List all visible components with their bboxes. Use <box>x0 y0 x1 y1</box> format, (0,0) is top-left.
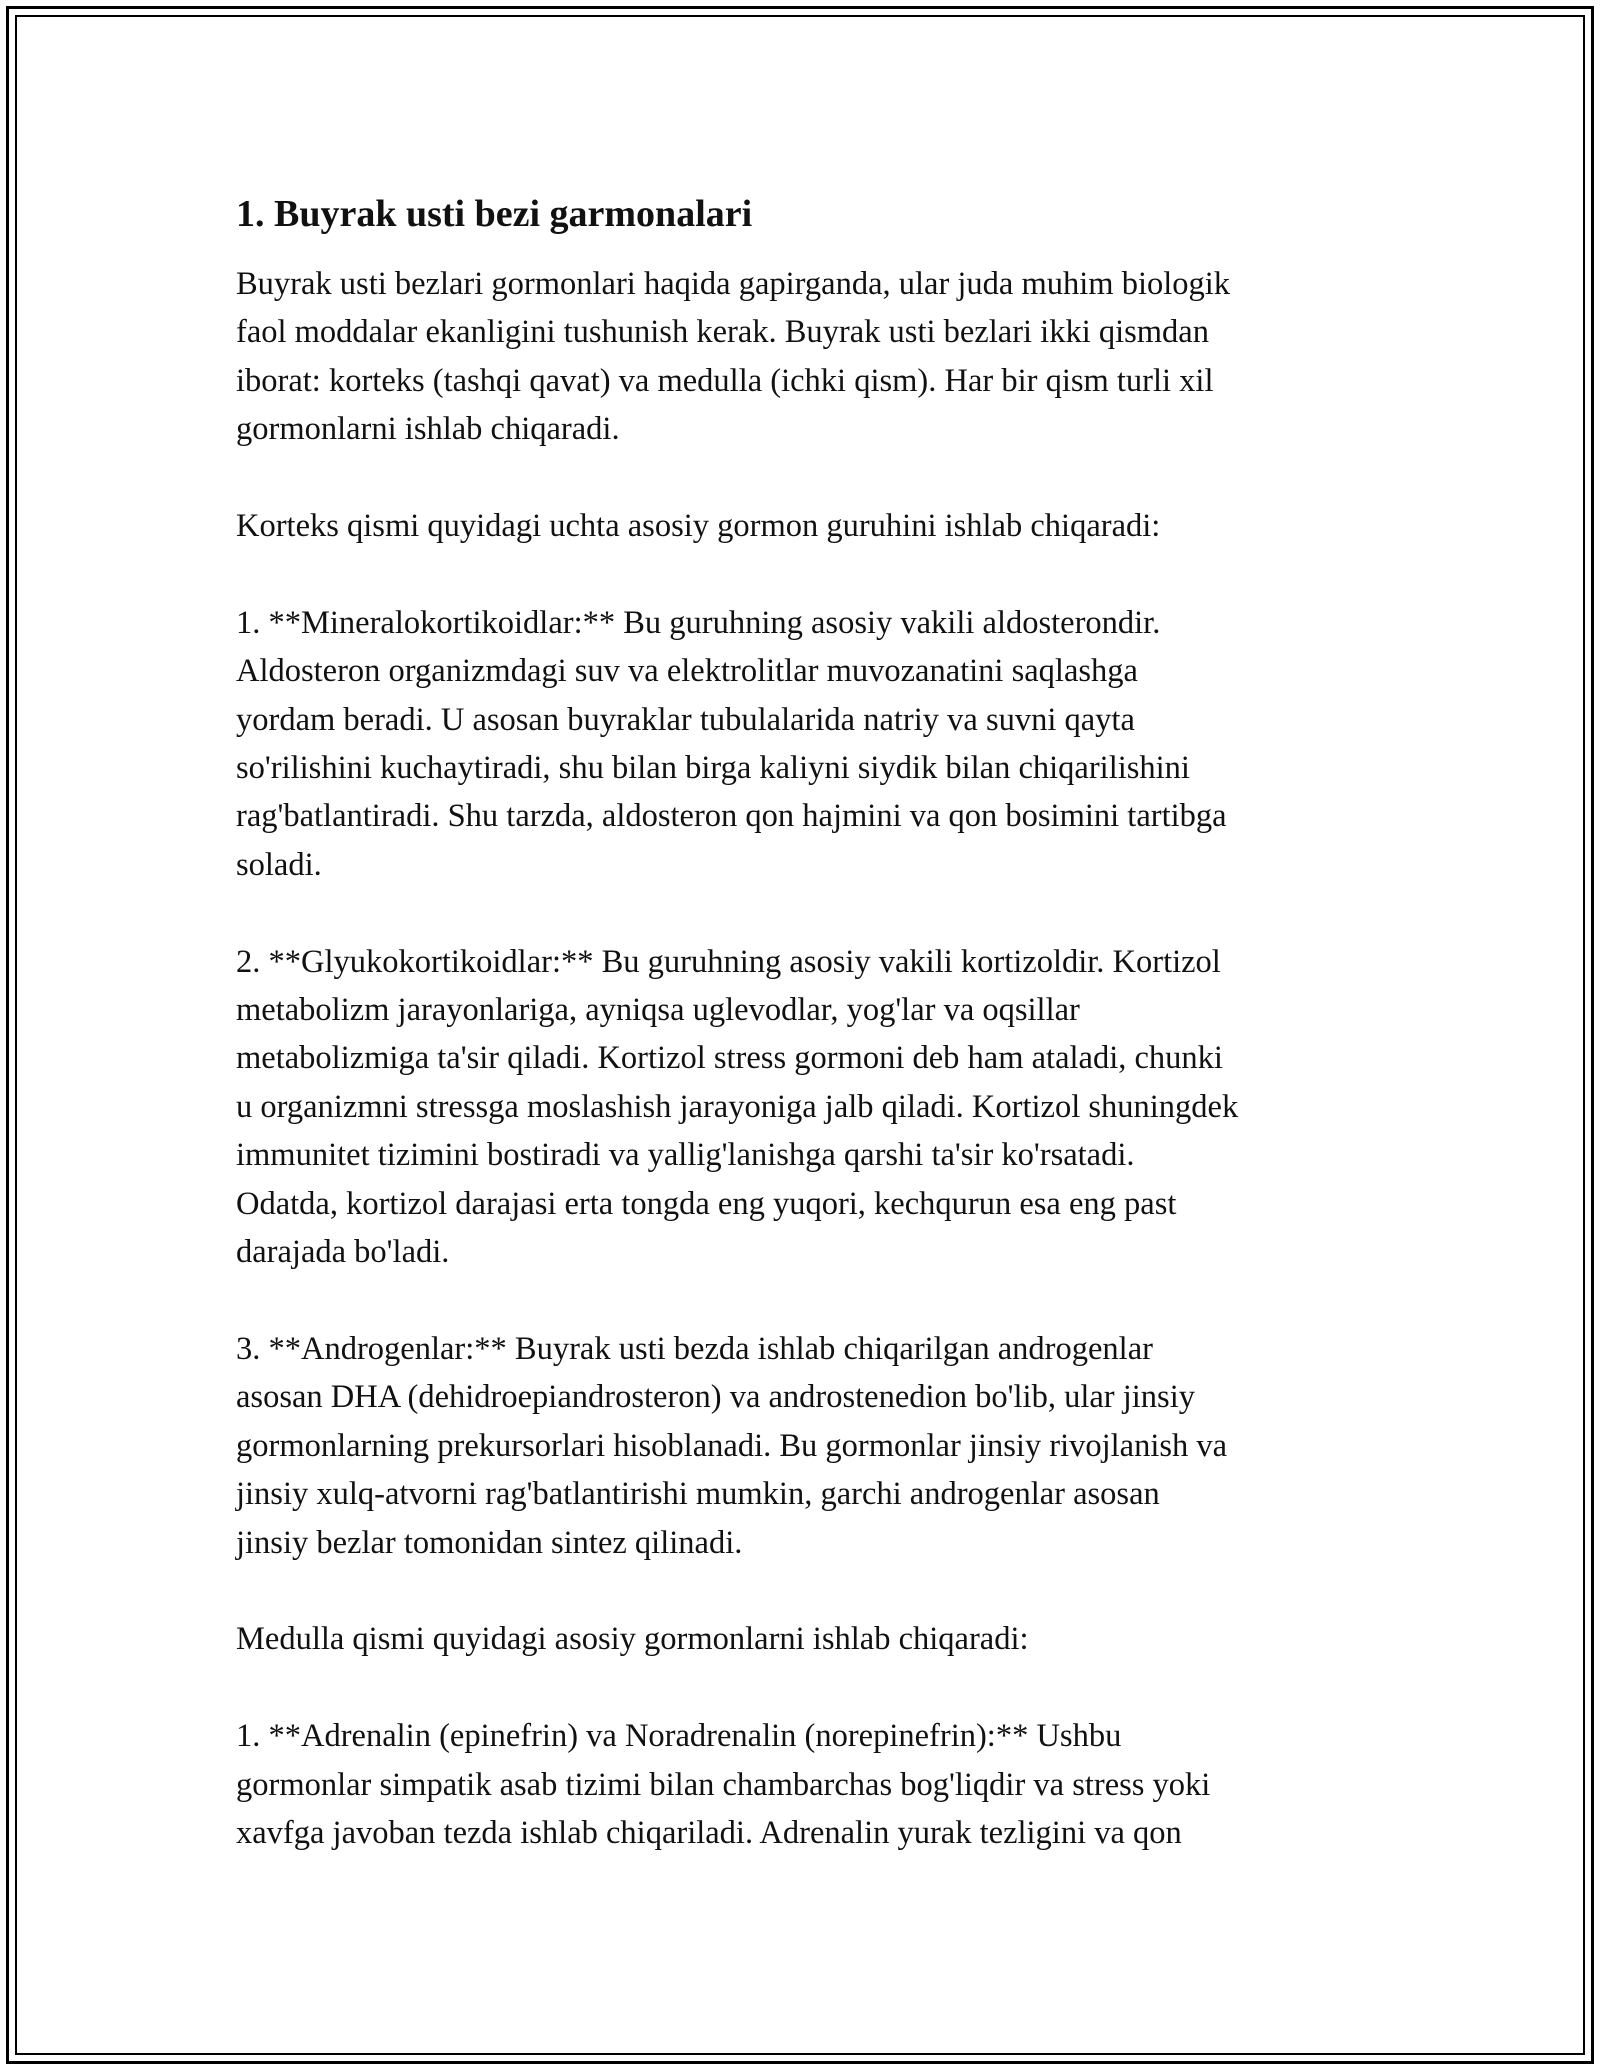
list-item-glucocorticoids: 2. **Glyukokortikoidlar:** Bu guruhning asosiy vakili kortizoldir. Kortizol metabolizm jarayonlariga, ayniqsa uglevodlar, yog'lar va oqsillar metabolizmiga ta'sir qiladi. Kortizol stress gormoni deb ham ataladi, chunki u organizmni stressga moslashish jarayoniga jalb qiladi. Kortizol shuningdek immunitet tizimini bostiradi va yallig'lanishga qarshi ta'sir ko'rsatadi. Odatda, kortizol darajasi erta tongda eng yuqori, kechqurun esa eng past darajada bo'ladi. <box>236 943 1239 1271</box>
list-item-adrenaline: 1. **Adrenalin (epinefrin) va Noradrenalin (norepinefrin):** Ushbu gormonlar simpatik asab tizimi bilan chambarchas bog'liqdir va stress yoki xavfga javoban tezda ishlab chiqariladi. Adrenalin yurak tezligini va qon <box>236 1718 1211 1851</box>
list-item-androgens: 3. **Androgenlar:** Buyrak usti bezda ishlab chiqarilgan androgenlar asosan DHA (dehidroepiandrosteron) va androstenedion bo'lib, ular jinsiy gormonlarning prekursorlari hisoblanadi. Bu gormonlar jinsiy rivojlanish va jinsiy xulq-atvorni rag'batlantirishi mumkin, garchi androgenlar asosan jinsiy bezlar tomonidan sintez qilinadi. <box>236 1330 1228 1561</box>
document-title: 1. Buyrak usti bezi garmonalari <box>236 193 753 235</box>
document-body <box>236 190 1376 1906</box>
paragraph-medulla-heading: Medulla qismi quyidagi asosiy gormonlarni ishlab chiqaradi: <box>236 1621 1029 1658</box>
paragraph-intro: Buyrak usti bezlari gormonlari haqida gapirganda, ular juda muhim biologik faol moddalar ekanligini tushunish kerak. Buyrak usti bezlari ikki qismdan iborat: korteks (tashqi qavat) va medulla (ichki qism). Har bir qism turli xil gormonlarni ishlab chiqaradi. <box>236 266 1231 448</box>
list-item-mineralocorticoids: 1. **Mineralokortikoidlar:** Bu guruhning asosiy vakili aldosterondir. Aldosteron organizmdagi suv va elektrolitlar muvozanatini saqlashga yordam beradi. U asosan buyraklar tubulalarida natriy va suvni qayta so'rilishini kuchaytiradi, shu bilan birga kaliyni siydik bilan chiqarilishini rag'batlantiradi. Shu tarzda, aldosteron qon hajmini va qon bosimini tartibga soladi. <box>236 604 1227 883</box>
paragraph-cortex-heading: Korteks qismi quyidagi uchta asosiy gormon guruhini ishlab chiqaradi: <box>236 508 1161 545</box>
